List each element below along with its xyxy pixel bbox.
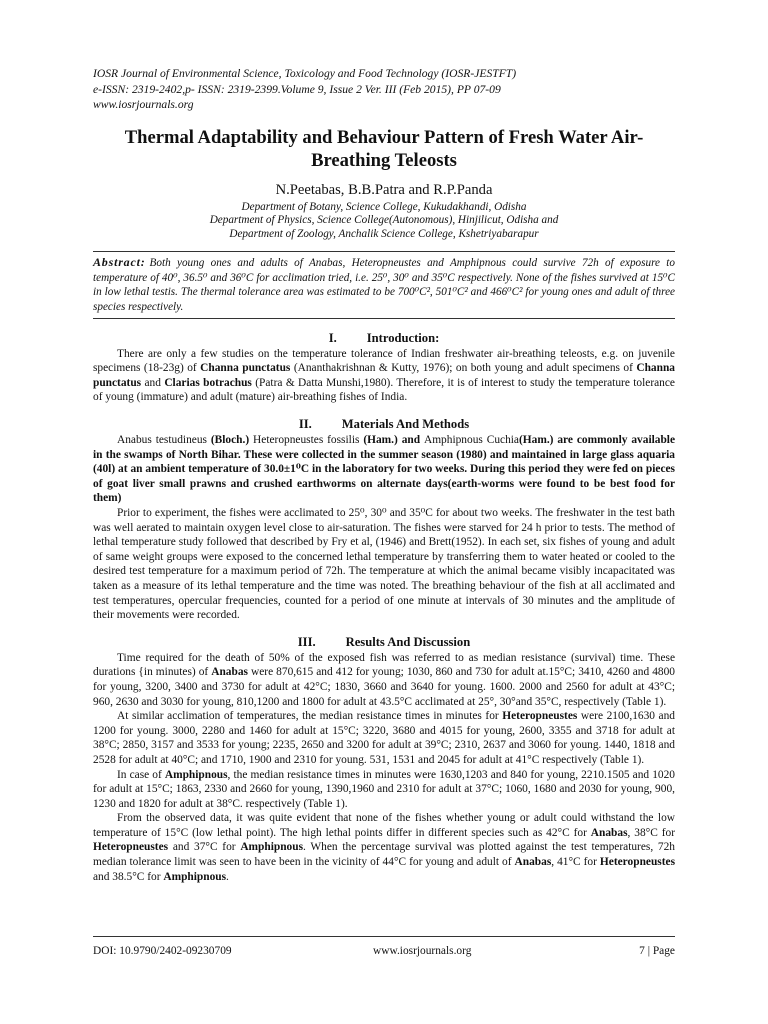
species-name: (Bloch.) (206, 434, 254, 447)
footer-website: www.iosrjournals.org (373, 945, 472, 957)
section-title: Results And Discussion (345, 634, 471, 649)
affiliation-3: Department of Zoology, Anchalik Science College, Kshetriyabarapur (229, 227, 539, 240)
results-paragraph-1 (93, 651, 675, 709)
paragraph-text: and 37°C for (168, 841, 241, 854)
paragraph-text: In case of (117, 768, 165, 781)
intro-paragraph (93, 347, 675, 405)
paragraph-text: Amphipnous Cuchia (423, 434, 519, 447)
affiliation-2: Department of Physics, Science College(Autonomous), Hinjilicut, Odisha and (209, 214, 559, 227)
species-name: (Ham.) and (359, 434, 424, 447)
paper-page (93, 66, 675, 884)
section-heading-results (93, 635, 675, 650)
journal-header (93, 66, 675, 113)
section-title: Materials And Methods (341, 417, 470, 432)
paragraph-text: and (141, 376, 165, 389)
paragraph-text: and 38.5°C for (93, 870, 164, 883)
results-paragraph-4 (93, 811, 675, 884)
species-name: Channa punctatus (93, 362, 675, 389)
paragraph-text: At similar acclimation of temperatures, the median resistance times in minutes for (117, 710, 503, 723)
species-name: Amphipnous (164, 768, 228, 781)
paragraph-text: There are only a few studies on the temperature tolerance of Indian freshwater air-breathing teleosts, e.g. on juvenile specimens (18-23g) of (93, 347, 675, 375)
paragraph-text: were 2100,1630 and 1200 for young. 3000, 2280 and 1460 for adult at 15°C; 3220, 3680 and 4015 for young, 2600, 3355 and 3718 for adult at 38°C; 2850, 3157 and 3533 for young; 2235, 2650 and 3200 for adult at 39°C; 2310, 2637 and 3060 for young. 1440, 1818 and 2528 for adult at 40°C; and 1710, 1900 and 2310 for young. 531, 1531 and 2045 for adult at 41°C respectively (Table 1). (93, 710, 676, 766)
methods-paragraph-1 (93, 433, 675, 506)
methods-paragraph-2: Prior to experiment, the fishes were acclimated to 25⁰, 30⁰ and 35⁰C for about two weeks. The freshwater in the test bath was well aerated to maintain oxygen level close to air-saturation. The fishes were starved for 24 h prior to tests. The method of lethal temperature study followed that described by Fry et al, (1946) and Brett(1952). In each set, six fishes of young and adult of same weight groups were exposed to the concerned lethal temperature by transferring them to water heated or cooled to the desired test temperature for a maximum period of 72h. The temperature at which the animal became visibly incapacitated was taken as a measure of its lethal temperature and the time was noted. The breathing behaviour of the fish at all acclimated and test temperatures, opercular frequencies, counted for a period of one minute at intervals of 30 minutes and the amplitude of their movements were recorded. (93, 507, 675, 622)
section-heading-introduction (93, 331, 675, 346)
paragraph-text: , the median resistance times in minutes were 1630,1203 and 840 for young, 2210.1505 and 1020 for adult at 15°C; 1863, 2330 and 2660 for young, 1390,1960 and 2310 for adult at 37°C; 1060, 1680 and 2030 for young, 900, 1230 and 1820 for adult at 38°C. respectively (Table 1). (93, 768, 676, 810)
footer-page-number: 7 | Page (639, 945, 675, 957)
abstract-label: Abstract: (93, 255, 146, 270)
authors: N.Peetabas, B.B.Patra and R.P.Panda (275, 181, 493, 198)
species-name: Amphipnous (240, 841, 304, 854)
results-paragraph-3 (93, 768, 675, 812)
abstract (93, 251, 675, 318)
paragraph-text: , 41°C for (551, 856, 600, 869)
journal-issn: e-ISSN: 2319-2402,p- ISSN: 2319-2399.Volume 9, Issue 2 Ver. III (Feb 2015), PP 07-09 (93, 82, 501, 96)
paragraph-text: Heteropneustes fossilis (253, 434, 360, 447)
paragraph-text: were 870,615 and 412 for young; 1030, 860 and 730 for adult at.15°C; 3410, 4260 and 4800 for young, 3200, 3400 and 3730 for adult at 42°C; 1830, 3660 and 3640 for young. 1600. 2000 and 2560 for adult at 43°C; 960, 2630 and 3030 for young, 810,1200 and 1800 for adult at 43.5°C acclimated at 25°, 30°and 35°C, respectively (Table 1). (93, 666, 675, 708)
paragraph-text: . When the percentage survival was plotted against the test temperatures, 72h median tolerance limit was seen to have been in the vicinity of 44°C for young and adult of (93, 841, 676, 869)
section-number: I. (328, 330, 337, 345)
section-title: Introduction: (366, 330, 440, 345)
paragraph-text: (Patra & Datta Munshi,1980). Therefore, it is of interest to study the temperature tolerance of young (immature) and adult (mature) air-breathing fishes of India. (93, 376, 675, 404)
footer-doi: DOI: 10.9790/2402-09230709 (93, 945, 232, 957)
species-name: (Ham.) are commonly available in the swamps of North Bihar. These were collected in the summer season (1980) and maintained in large glass aquaria (40l) at an ambient temperature of 30.0±1⁰C in the laboratory for two weeks. During this period they were fed on pieces of goat liver small prawns and crushed earthworms on alternate days(earth-worms were found to be best food for them) (93, 434, 676, 505)
species-name: Anabas (211, 666, 248, 679)
species-name: Channa punctatus (200, 362, 291, 375)
section-heading-methods (93, 417, 675, 432)
species-name: Anabas (590, 826, 628, 839)
journal-name: IOSR Journal of Environmental Science, Toxicology and Food Technology (IOSR-JESTFT) (93, 67, 517, 80)
affiliation-1: Department of Botany, Science College, Kukudakhandi, Odisha (241, 200, 527, 213)
paragraph-text: (Ananthakrishnan & Kutty, 1976); on both young and adult specimens of (290, 362, 637, 375)
species-name: Heteropneustes (93, 841, 169, 854)
page-footer (93, 936, 675, 957)
species-name: Heteropneustes (599, 856, 676, 869)
section-number: III. (297, 634, 316, 649)
paragraph-text: Time required for the death of 50% of the exposed fish was referred to as median resistance (survival) time. These durations {in minutes) of (93, 651, 675, 679)
paragraph-text: . (226, 870, 229, 883)
species-name: Heteropneustes (502, 710, 578, 723)
journal-website: www.iosrjournals.org (93, 98, 194, 111)
results-paragraph-2 (93, 709, 675, 767)
species-name: Clarias botrachus (164, 376, 252, 389)
abstract-text: Both young ones and adults of Anabas, Heteropneustes and Amphipnous could survive 72h of exposure to temperature of 40⁰, 36.5⁰ and 36⁰C for acclimation tried, i.e. 25⁰, 30⁰ and 35⁰C respectively. None of the fishes survived at 15⁰C in low lethal testis. The thermal tolerance area was estimated to be 700⁰C², 501⁰C² and 466⁰C² for young ones and adult of three species respectively. (93, 257, 675, 314)
species-name: Amphipnous (163, 870, 227, 883)
section-number: II. (298, 417, 312, 432)
paragraph-text: From the observed data, it was quite evident that none of the fishes whether young or adult could withstand the low temperature of 15°C (low lethal point). The high lethal points differ in different species such as 42°C for (93, 812, 675, 839)
paragraph-text: Anabus testudineus (117, 434, 207, 447)
paper-title: Thermal Adaptability and Behaviour Pattern of Fresh Water Air-Breathing Teleosts (124, 126, 644, 171)
species-name: Anabas (514, 856, 552, 869)
affiliations (93, 201, 675, 242)
paragraph-text: , 38°C for (627, 826, 676, 839)
